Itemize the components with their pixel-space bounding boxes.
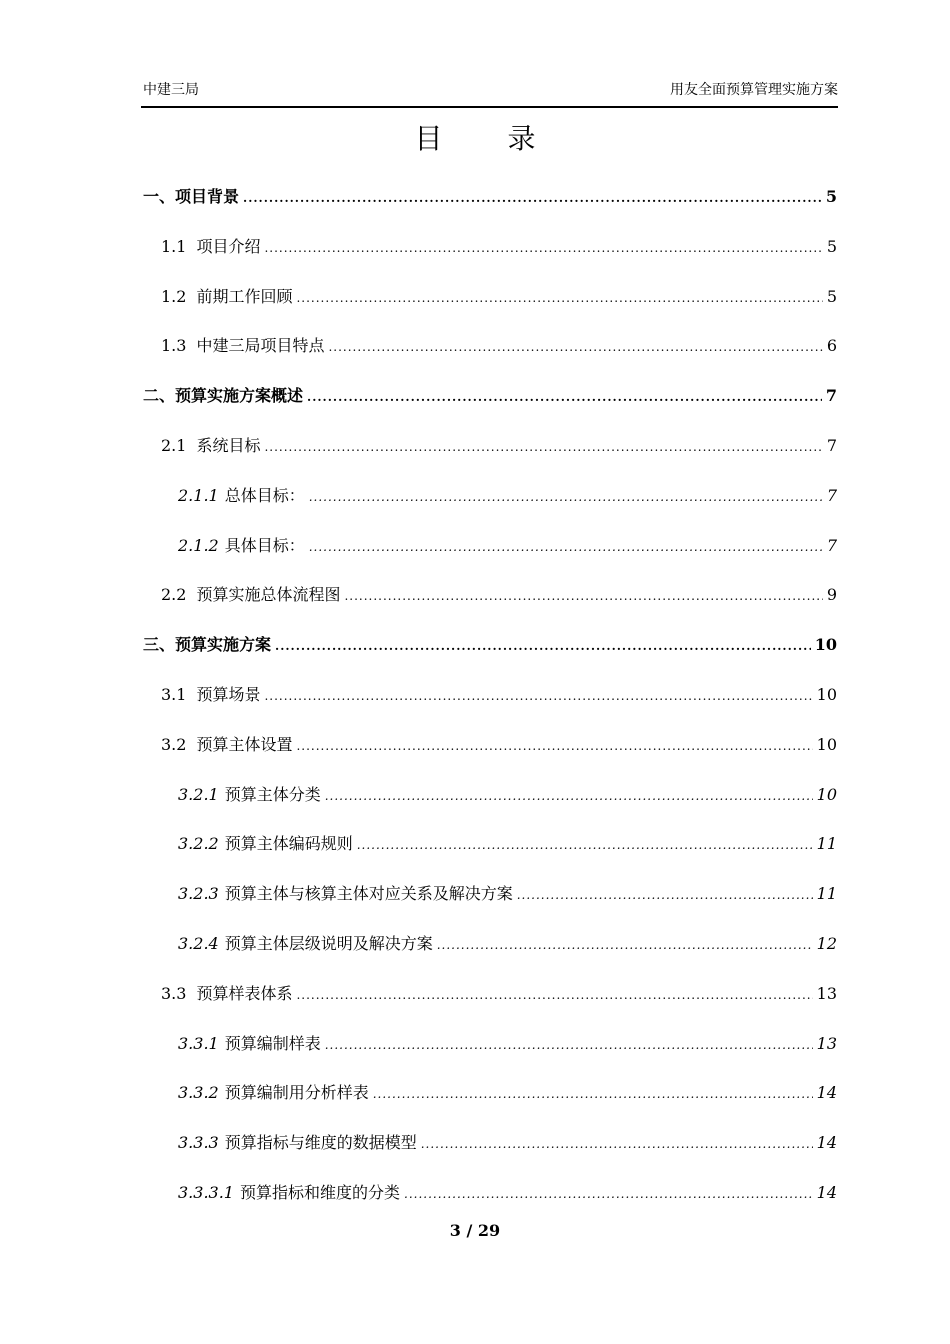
toc-entry-page: 7 [826,536,837,555]
toc-entry-number: 3.2.4 [178,934,219,953]
toc-entry[interactable] [143,384,837,408]
toc-entry-number: 3.2.1 [178,785,219,804]
toc-entry-label: 预算主体设置 [196,735,293,754]
toc-dot-leader [373,1082,813,1106]
toc-entry-number: 3.3 [161,984,187,1003]
toc-entry-page: 10 [814,635,837,654]
toc-dot-leader [421,1132,813,1156]
toc-dot-leader [325,784,813,808]
toc-heading: 目 录 [414,122,564,155]
toc-entry-number: 3.3.2 [178,1083,219,1102]
toc-dot-leader [309,485,823,509]
toc-entry-page: 7 [826,486,837,505]
toc-entry-page: 14 [816,1133,837,1152]
toc-entry-label: 总体目标： [224,486,305,505]
toc-entry[interactable] [161,683,837,707]
toc-entry[interactable] [178,932,837,956]
toc-entry-label: 二、预算实施方案概述 [143,386,304,405]
toc-entry-page: 13 [816,1034,837,1053]
toc-dot-leader [264,236,822,260]
page-number: 3 / 29 [449,1221,501,1240]
toc-dot-leader [264,684,812,708]
toc-entry-label: 三、预算实施方案 [143,635,272,654]
toc-entry-label: 项目介绍 [196,237,261,256]
toc-entry[interactable] [178,882,837,906]
toc-dot-leader [296,734,812,758]
toc-entry-number: 2.2 [161,585,187,604]
toc-dot-leader [517,883,813,907]
toc-entry-page: 10 [816,785,837,804]
toc-entry[interactable] [178,534,837,558]
toc-dot-leader [325,1033,813,1057]
toc-dot-leader [296,983,812,1007]
toc-entry[interactable] [143,633,837,657]
toc-entry-page: 10 [816,735,837,754]
toc-entry-page: 9 [826,585,837,604]
toc-dot-leader [275,634,811,658]
toc-entry-page: 11 [816,884,837,903]
toc-entry-page: 11 [816,834,837,853]
toc-entry-number: 1.3 [161,336,187,355]
toc-entry[interactable] [161,733,837,757]
toc-entry-number: 3.2.3 [178,884,219,903]
toc-entry[interactable] [178,1032,837,1056]
toc-entry[interactable] [178,1081,837,1105]
toc-entry-number: 2.1.1 [178,486,219,505]
toc-entry[interactable] [178,783,837,807]
toc-dot-leader [328,335,822,359]
toc-entry-label: 预算场景 [196,685,261,704]
toc-dot-leader [264,435,822,459]
toc-entry-number: 2.1 [161,436,187,455]
toc-dot-leader [309,535,823,559]
toc-entry-number: 1.1 [161,237,187,256]
toc-entry-label: 一、项目背景 [143,187,240,206]
toc-dot-leader [437,933,813,957]
toc-entry-label: 中建三局项目特点 [196,336,325,355]
toc-entry-page: 14 [816,1083,837,1102]
toc-entry[interactable] [178,1131,837,1155]
toc-entry-label: 预算主体编码规则 [224,834,353,853]
toc-entry-label: 预算实施总体流程图 [196,585,341,604]
toc-entry[interactable] [178,484,837,508]
toc-entry-number: 3.2.2 [178,834,219,853]
toc-entry-label: 预算编制样表 [224,1034,321,1053]
toc-entry[interactable] [161,982,837,1006]
toc-entry-label: 预算主体分类 [224,785,321,804]
toc-entry-number: 1.2 [161,287,187,306]
toc-entry[interactable] [178,1181,837,1205]
toc-entry-label: 预算指标和维度的分类 [239,1183,400,1202]
toc-entry-page: 5 [826,237,837,256]
toc-entry[interactable] [178,832,837,856]
toc-entry[interactable] [161,235,837,259]
header-doc-title: 用友全面预算管理实施方案 [670,82,838,98]
toc-entry-label: 预算主体与核算主体对应关系及解决方案 [224,884,513,903]
toc-entry-page: 13 [816,984,837,1003]
toc-entry[interactable] [161,583,837,607]
toc-entry-label: 预算主体层级说明及解决方案 [224,934,433,953]
toc-entry-page: 5 [826,287,837,306]
header-divider [141,106,838,108]
toc-entry-page: 6 [826,336,837,355]
toc-entry-label: 预算样表体系 [196,984,293,1003]
toc-entry[interactable] [161,434,837,458]
toc-dot-leader [344,584,822,608]
toc-dot-leader [404,1182,813,1206]
toc-dot-leader [243,186,822,210]
toc-entry-page: 10 [816,685,837,704]
toc-entry-number: 3.2 [161,735,187,754]
toc-entry-page: 7 [825,386,837,405]
toc-entry-page: 14 [816,1183,837,1202]
toc-entry-label: 预算指标与维度的数据模型 [224,1133,417,1152]
toc-entry-label: 前期工作回顾 [196,287,293,306]
toc-entry[interactable] [161,285,837,309]
toc-entry-number: 2.1.2 [178,536,219,555]
toc-entry-label: 具体目标： [224,536,305,555]
toc-entry-label: 系统目标 [196,436,261,455]
toc-entry[interactable] [143,185,837,209]
toc-dot-leader [357,833,813,857]
toc-entry-number: 3.3.3 [178,1133,219,1152]
toc-dot-leader [307,385,822,409]
toc-entry-page: 7 [826,436,837,455]
header-company: 中建三局 [143,82,199,98]
toc-entry[interactable] [161,334,837,358]
toc-entry-number: 3.3.3.1 [178,1183,234,1202]
toc-entry-page: 5 [825,187,837,206]
toc-entry-number: 3.1 [161,685,187,704]
toc-dot-leader [296,286,822,310]
toc-entry-number: 3.3.1 [178,1034,219,1053]
toc-entry-page: 12 [816,934,837,953]
toc-entry-label: 预算编制用分析样表 [224,1083,369,1102]
